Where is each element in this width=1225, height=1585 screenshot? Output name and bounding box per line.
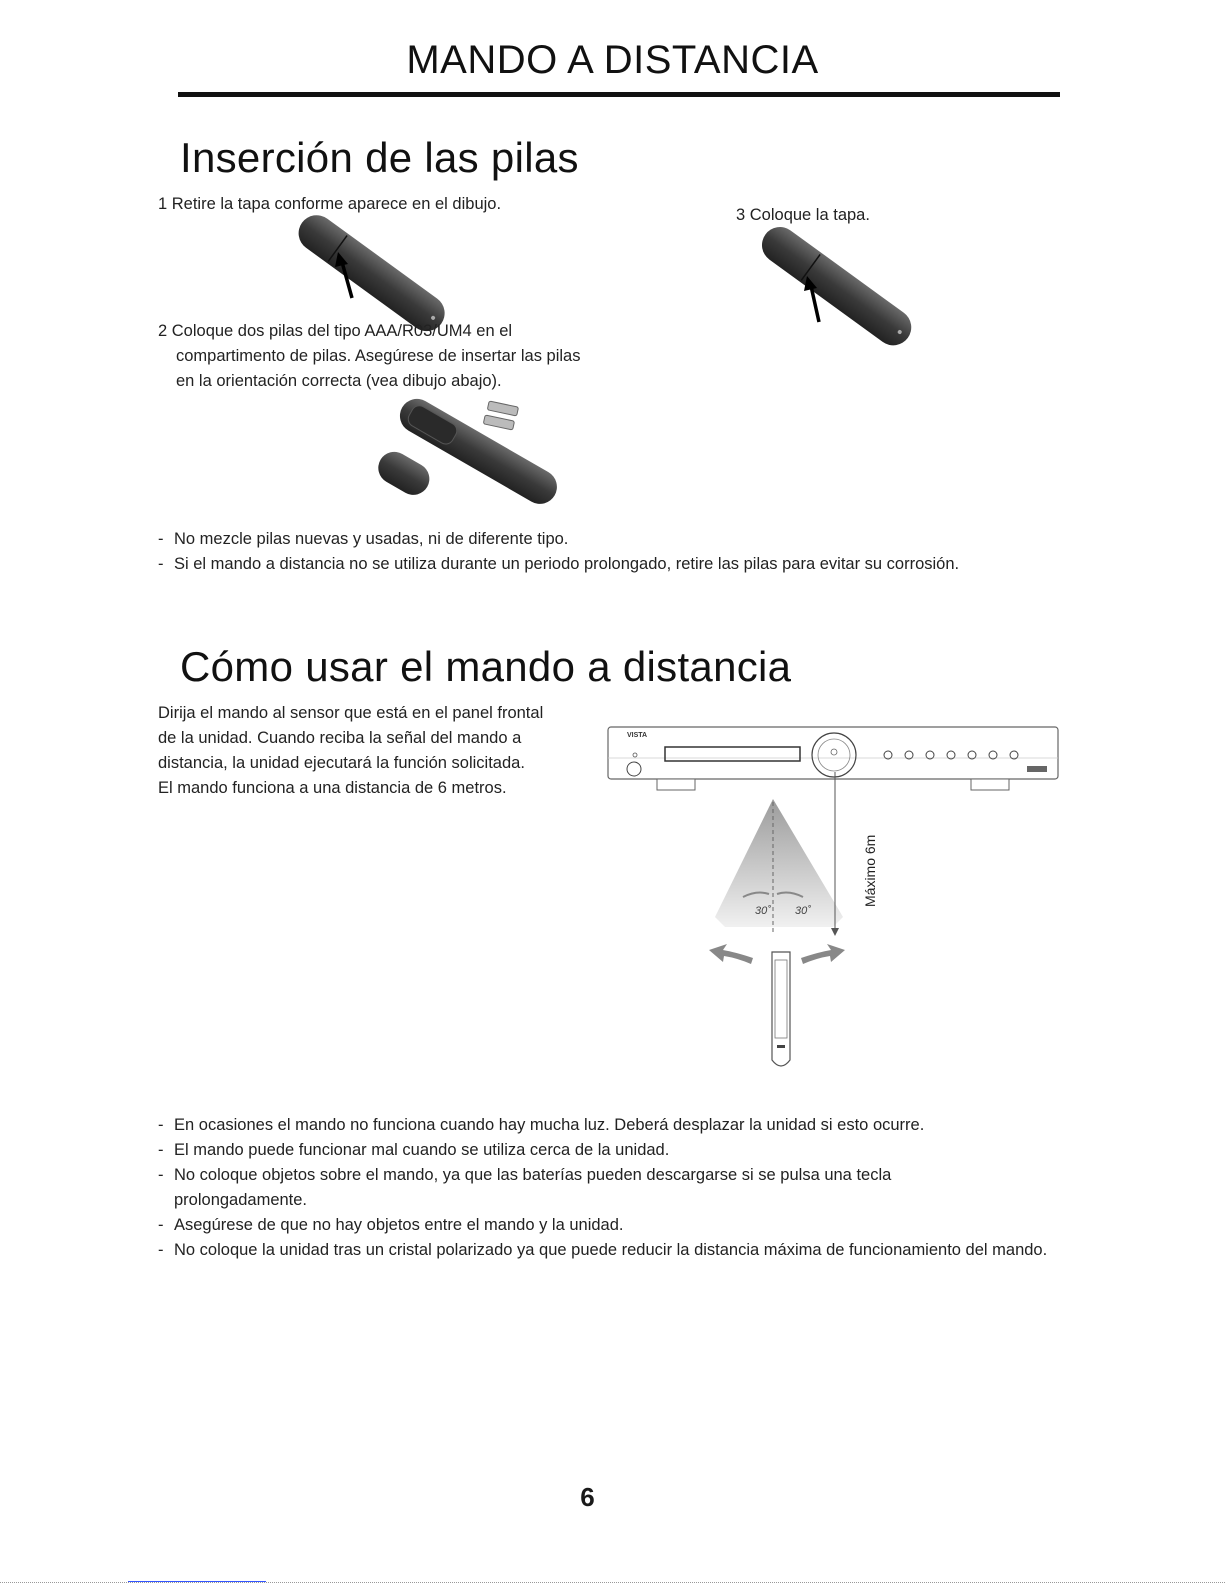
remote-batteries-illustration (370, 400, 550, 500)
step-2-line-1: 2 Coloque dos pilas del tipo AAA/R03/UM4 en el (158, 322, 513, 340)
battery-icon (483, 401, 518, 430)
step-3-text: 3 Coloque la tapa. (736, 206, 870, 224)
title-rule (178, 92, 1060, 97)
list-item: - Si el mando a distancia no se utiliza durante un periodo prolongado, retire las pilas para evitar su corrosión. (156, 552, 1076, 577)
angle-left-label: 30˚ (755, 905, 771, 917)
intro-line: distancia, la unidad ejecutará la función solicitada. (158, 754, 525, 772)
section-heading-usage: Cómo usar el mando a distancia (180, 643, 792, 690)
intro-line: de la unidad. Cuando reciba la señal del mando a (158, 729, 522, 747)
list-item: - En ocasiones el mando no funciona cuando hay mucha luz. Deberá desplazar la unidad si esto ocurre. (156, 1113, 1076, 1138)
intro-line: El mando funciona a una distancia de 6 metros. (158, 779, 507, 797)
signal-cone (715, 799, 843, 927)
device-brand: VISTA (627, 732, 648, 739)
battery-notes-list (156, 527, 1076, 577)
step-2-line-2: compartimento de pilas. Asegúrese de insertar las pilas (176, 347, 581, 365)
page-title: MANDO A DISTANCIA (406, 38, 819, 82)
remote-top-view (772, 952, 790, 1066)
usage-notes-list (156, 1113, 1076, 1263)
angle-right-label: 30˚ (795, 905, 811, 917)
remote-place-cover-illustration (755, 230, 915, 340)
step-2-text (158, 319, 580, 394)
page-number: 6 (580, 1482, 595, 1512)
list-item: - No coloque la unidad tras un cristal polarizado ya que puede reducir la distancia máxima de funcionamiento del mando. (156, 1238, 1076, 1263)
device-front-panel (608, 727, 1058, 790)
step-1-text: 1 Retire la tapa conforme aparece en el dibujo. (158, 195, 502, 213)
list-item: - El mando puede funcionar mal cuando se utiliza cerca de la unidad. (156, 1138, 1076, 1163)
section-heading-battery: Inserción de las pilas (180, 134, 579, 181)
list-item: - No mezcle pilas nuevas y usadas, ni de diferente tipo. (156, 527, 1076, 552)
step-2-line-3: en la orientación correcta (vea dibujo abajo). (176, 372, 502, 390)
list-item: - Asegúrese de que no hay objetos entre el mando y la unidad. (156, 1213, 1076, 1238)
swing-arrow-right-icon (801, 944, 845, 964)
max-distance-label: Máximo 6m (862, 834, 878, 907)
list-item: - No coloque objetos sobre el mando, ya que las baterías pueden descargarse si se pulsa una tecla prolongadamente. (156, 1163, 994, 1213)
swing-arrow-left-icon (709, 944, 753, 964)
remote-range-diagram (605, 722, 1065, 1074)
bottom-link-underline (128, 1581, 266, 1582)
bottom-dotted-rule (0, 1582, 1225, 1583)
intro-line: Dirija el mando al sensor que está en el panel frontal (158, 704, 544, 722)
usage-intro (158, 701, 543, 801)
remote-remove-cover-illustration (290, 212, 450, 332)
